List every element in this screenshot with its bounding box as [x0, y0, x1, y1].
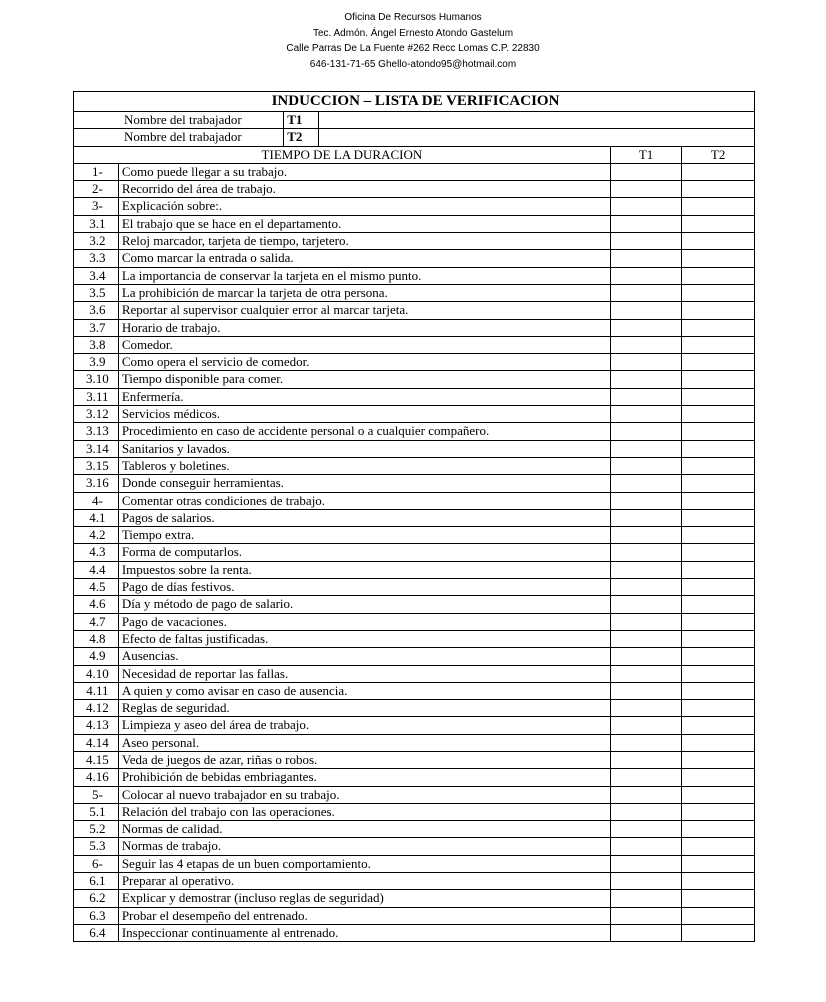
item-t2-cell[interactable]	[682, 561, 755, 578]
item-t1-cell[interactable]	[610, 613, 682, 630]
item-t1-cell[interactable]	[610, 544, 682, 561]
item-t2-cell[interactable]	[682, 509, 755, 526]
item-t2-cell[interactable]	[682, 250, 755, 267]
checklist-row	[74, 302, 755, 319]
item-t1-cell[interactable]	[610, 371, 682, 388]
item-number: 4.15	[74, 751, 119, 768]
item-number: 4.9	[74, 648, 119, 665]
checklist-row	[74, 786, 755, 803]
item-t2-cell[interactable]	[682, 371, 755, 388]
checklist-row	[74, 198, 755, 215]
checklist-row	[74, 700, 755, 717]
item-number: 4.5	[74, 579, 119, 596]
letterhead	[0, 10, 826, 72]
item-text: Normas de trabajo.	[118, 838, 610, 855]
item-number: 4.6	[74, 596, 119, 613]
item-number: 4.10	[74, 665, 119, 682]
item-t1-cell[interactable]	[610, 579, 682, 596]
checklist-row	[74, 648, 755, 665]
checklist-row	[74, 457, 755, 474]
item-t2-cell[interactable]	[682, 492, 755, 509]
checklist-row	[74, 907, 755, 924]
item-t2-cell[interactable]	[682, 630, 755, 647]
item-number: 4.11	[74, 682, 119, 699]
checklist-row	[74, 803, 755, 820]
checklist-row	[74, 336, 755, 353]
item-text: Reportar al supervisor cualquier error al marcar tarjeta.	[118, 302, 610, 319]
checklist-row	[74, 440, 755, 457]
item-t1-cell[interactable]	[610, 682, 682, 699]
item-t1-cell[interactable]	[610, 907, 682, 924]
item-t1-cell[interactable]	[610, 751, 682, 768]
checklist-row	[74, 769, 755, 786]
header-t2: T2	[682, 146, 755, 163]
letterhead-contact: 646-131-71-65 Ghello-atondo95@hotmail.com	[309, 58, 517, 70]
item-number: 3.6	[74, 302, 119, 319]
item-number: 4.16	[74, 769, 119, 786]
item-text: Explicación sobre:.	[118, 198, 610, 215]
item-t1-cell[interactable]	[610, 924, 682, 941]
item-number: 4.3	[74, 544, 119, 561]
checklist-row	[74, 873, 755, 890]
item-t1-cell[interactable]	[610, 406, 682, 423]
item-t1-cell[interactable]	[610, 181, 682, 198]
item-t2-cell[interactable]	[682, 700, 755, 717]
checklist-row	[74, 613, 755, 630]
item-number: 6.3	[74, 907, 119, 924]
item-t2-cell[interactable]	[682, 924, 755, 941]
checklist-row	[74, 371, 755, 388]
item-t1-cell[interactable]	[610, 284, 682, 301]
item-t2-cell[interactable]	[682, 907, 755, 924]
item-t2-cell[interactable]	[682, 596, 755, 613]
item-t1-cell[interactable]	[610, 440, 682, 457]
item-text: Servicios médicos.	[118, 406, 610, 423]
item-t2-cell[interactable]	[682, 734, 755, 751]
item-text: Aseo personal.	[118, 734, 610, 751]
item-text: Prohibición de bebidas embriagantes.	[118, 769, 610, 786]
item-t2-cell[interactable]	[682, 319, 755, 336]
header-t1: T1	[610, 146, 682, 163]
item-t2-cell[interactable]	[682, 873, 755, 890]
worker-label-t2: Nombre del trabajador	[74, 129, 284, 146]
checklist-row	[74, 579, 755, 596]
item-t1-cell[interactable]	[610, 163, 682, 180]
item-number: 6-	[74, 855, 119, 872]
item-number: 3-	[74, 198, 119, 215]
checklist-row	[74, 233, 755, 250]
letterhead-office: Oficina De Recursos Humanos	[344, 12, 482, 23]
item-text: Relación del trabajo con las operaciones.	[118, 803, 610, 820]
item-text: Horario de trabajo.	[118, 319, 610, 336]
item-t2-cell[interactable]	[682, 163, 755, 180]
checklist-row	[74, 423, 755, 440]
item-number: 4.2	[74, 527, 119, 544]
checklist-row	[74, 319, 755, 336]
item-number: 3.3	[74, 250, 119, 267]
item-t1-cell[interactable]	[610, 769, 682, 786]
item-t2-cell[interactable]	[682, 215, 755, 232]
item-number: 4.7	[74, 613, 119, 630]
checklist-row	[74, 751, 755, 768]
item-t1-cell[interactable]	[610, 302, 682, 319]
item-t1-cell[interactable]	[610, 233, 682, 250]
item-number: 3.11	[74, 388, 119, 405]
item-text: Día y método de pago de salario.	[118, 596, 610, 613]
item-text: Procedimiento en caso de accidente personal o a cualquier compañero.	[118, 423, 610, 440]
checklist-row	[74, 561, 755, 578]
item-text: La importancia de conservar la tarjeta en el mismo punto.	[118, 267, 610, 284]
item-text: Veda de juegos de azar, riñas o robos.	[118, 751, 610, 768]
item-number: 3.1	[74, 215, 119, 232]
checklist-row	[74, 924, 755, 941]
worker-row-t2	[74, 129, 755, 146]
item-text: El trabajo que se hace en el departamento.	[118, 215, 610, 232]
checklist-row	[74, 855, 755, 872]
item-t1-cell[interactable]	[610, 527, 682, 544]
item-number: 3.12	[74, 406, 119, 423]
item-t1-cell[interactable]	[610, 388, 682, 405]
item-t1-cell[interactable]	[610, 803, 682, 820]
item-t2-cell[interactable]	[682, 388, 755, 405]
checklist-row	[74, 821, 755, 838]
worker-name-field-t1[interactable]	[319, 112, 755, 129]
header-row	[74, 146, 755, 163]
checklist-row	[74, 215, 755, 232]
item-text: Tableros y boletines.	[118, 457, 610, 474]
checklist-row	[74, 734, 755, 751]
item-number: 1-	[74, 163, 119, 180]
item-number: 3.10	[74, 371, 119, 388]
item-t2-cell[interactable]	[682, 648, 755, 665]
checklist-row	[74, 354, 755, 371]
item-text: Probar el desempeño del entrenado.	[118, 907, 610, 924]
form-title: INDUCCION – LISTA DE VERIFICACION	[74, 92, 755, 112]
item-text: Necesidad de reportar las fallas.	[118, 665, 610, 682]
item-number: 3.15	[74, 457, 119, 474]
item-number: 6.2	[74, 890, 119, 907]
item-text: Tiempo extra.	[118, 527, 610, 544]
item-text: La prohibición de marcar la tarjeta de otra persona.	[118, 284, 610, 301]
checklist-row	[74, 596, 755, 613]
item-t2-cell[interactable]	[682, 821, 755, 838]
item-text: Efecto de faltas justificadas.	[118, 630, 610, 647]
item-number: 4.8	[74, 630, 119, 647]
item-number: 4.13	[74, 717, 119, 734]
item-t1-cell[interactable]	[610, 250, 682, 267]
item-t2-cell[interactable]	[682, 457, 755, 474]
item-number: 3.5	[74, 284, 119, 301]
item-t1-cell[interactable]	[610, 336, 682, 353]
item-t2-cell[interactable]	[682, 579, 755, 596]
worker-code-t2: T2	[284, 129, 319, 146]
item-text: Inspeccionar continuamente al entrenado.	[118, 924, 610, 941]
item-number: 5.3	[74, 838, 119, 855]
item-text: Comentar otras condiciones de trabajo.	[118, 492, 610, 509]
item-t1-cell[interactable]	[610, 215, 682, 232]
item-t2-cell[interactable]	[682, 855, 755, 872]
item-t1-cell[interactable]	[610, 873, 682, 890]
item-t1-cell[interactable]	[610, 786, 682, 803]
item-t2-cell[interactable]	[682, 354, 755, 371]
item-t1-cell[interactable]	[610, 838, 682, 855]
item-text: Comedor.	[118, 336, 610, 353]
checklist-row	[74, 163, 755, 180]
item-t1-cell[interactable]	[610, 475, 682, 492]
item-number: 3.8	[74, 336, 119, 353]
item-t2-cell[interactable]	[682, 284, 755, 301]
item-t1-cell[interactable]	[610, 267, 682, 284]
item-text: Pagos de salarios.	[118, 509, 610, 526]
item-t1-cell[interactable]	[610, 700, 682, 717]
header-duration: TIEMPO DE LA DURACION	[74, 146, 611, 163]
checklist-row	[74, 682, 755, 699]
item-t2-cell[interactable]	[682, 267, 755, 284]
item-text: Forma de computarlos.	[118, 544, 610, 561]
title-row	[74, 92, 755, 112]
item-t1-cell[interactable]	[610, 821, 682, 838]
item-t2-cell[interactable]	[682, 475, 755, 492]
checklist-row	[74, 475, 755, 492]
item-t1-cell[interactable]	[610, 717, 682, 734]
checklist-row	[74, 492, 755, 509]
worker-label-t1: Nombre del trabajador	[74, 112, 284, 129]
item-number: 5-	[74, 786, 119, 803]
item-number: 3.4	[74, 267, 119, 284]
item-t1-cell[interactable]	[610, 423, 682, 440]
item-text: Donde conseguir herramientas.	[118, 475, 610, 492]
checklist-row	[74, 838, 755, 855]
worker-name-field-t2[interactable]	[319, 129, 755, 146]
item-number: 4.12	[74, 700, 119, 717]
letterhead-name: Tec. Admón. Ángel Ernesto Atondo Gastelum	[312, 27, 514, 39]
item-number: 3.7	[74, 319, 119, 336]
item-t1-cell[interactable]	[610, 734, 682, 751]
item-number: 3.9	[74, 354, 119, 371]
item-text: Explicar y demostrar (incluso reglas de seguridad)	[118, 890, 610, 907]
item-t1-cell[interactable]	[610, 354, 682, 371]
item-t2-cell[interactable]	[682, 406, 755, 423]
item-text: Sanitarios y lavados.	[118, 440, 610, 457]
letterhead-address: Calle Parras De La Fuente #262 Recc Lomas C.P. 22830	[286, 43, 540, 54]
item-text: Ausencias.	[118, 648, 610, 665]
checklist-row	[74, 527, 755, 544]
checklist-row	[74, 267, 755, 284]
checklist-row	[74, 388, 755, 405]
checklist-row	[74, 181, 755, 198]
item-text: Seguir las 4 etapas de un buen comportamiento.	[118, 855, 610, 872]
item-text: Impuestos sobre la renta.	[118, 561, 610, 578]
item-number: 5.1	[74, 803, 119, 820]
item-text: Limpieza y aseo del área de trabajo.	[118, 717, 610, 734]
item-number: 4-	[74, 492, 119, 509]
item-t1-cell[interactable]	[610, 319, 682, 336]
item-text: Como opera el servicio de comedor.	[118, 354, 610, 371]
item-t2-cell[interactable]	[682, 665, 755, 682]
item-number: 4.14	[74, 734, 119, 751]
item-text: Pago de vacaciones.	[118, 613, 610, 630]
item-number: 3.2	[74, 233, 119, 250]
checklist-row	[74, 406, 755, 423]
item-t2-cell[interactable]	[682, 336, 755, 353]
item-t1-cell[interactable]	[610, 492, 682, 509]
checklist-row	[74, 544, 755, 561]
checklist-row	[74, 250, 755, 267]
item-t2-cell[interactable]	[682, 198, 755, 215]
item-t2-cell[interactable]	[682, 803, 755, 820]
item-t1-cell[interactable]	[610, 509, 682, 526]
item-t2-cell[interactable]	[682, 890, 755, 907]
item-t2-cell[interactable]	[682, 682, 755, 699]
item-t2-cell[interactable]	[682, 302, 755, 319]
item-number: 5.2	[74, 821, 119, 838]
item-text: Normas de calidad.	[118, 821, 610, 838]
item-t1-cell[interactable]	[610, 665, 682, 682]
checklist-row	[74, 717, 755, 734]
item-number: 3.14	[74, 440, 119, 457]
item-number: 6.1	[74, 873, 119, 890]
worker-row-t1	[74, 112, 755, 129]
checklist-row	[74, 509, 755, 526]
checklist-row	[74, 665, 755, 682]
item-text: Colocar al nuevo trabajador en su trabajo.	[118, 786, 610, 803]
item-text: Recorrido del área de trabajo.	[118, 181, 610, 198]
item-number: 3.16	[74, 475, 119, 492]
item-number: 4.4	[74, 561, 119, 578]
item-text: Pago de días festivos.	[118, 579, 610, 596]
item-t2-cell[interactable]	[682, 440, 755, 457]
item-t2-cell[interactable]	[682, 181, 755, 198]
item-text: Como puede llegar a su trabajo.	[118, 163, 610, 180]
item-t2-cell[interactable]	[682, 233, 755, 250]
item-t1-cell[interactable]	[610, 890, 682, 907]
item-number: 2-	[74, 181, 119, 198]
item-t2-cell[interactable]	[682, 769, 755, 786]
item-t2-cell[interactable]	[682, 613, 755, 630]
item-t2-cell[interactable]	[682, 544, 755, 561]
item-t1-cell[interactable]	[610, 855, 682, 872]
item-number: 3.13	[74, 423, 119, 440]
item-t1-cell[interactable]	[610, 457, 682, 474]
item-t1-cell[interactable]	[610, 648, 682, 665]
item-number: 4.1	[74, 509, 119, 526]
item-text: Enfermería.	[118, 388, 610, 405]
item-t1-cell[interactable]	[610, 561, 682, 578]
item-t1-cell[interactable]	[610, 596, 682, 613]
item-t1-cell[interactable]	[610, 630, 682, 647]
item-t2-cell[interactable]	[682, 751, 755, 768]
item-t2-cell[interactable]	[682, 423, 755, 440]
item-text: Como marcar la entrada o salida.	[118, 250, 610, 267]
item-text: Preparar al operativo.	[118, 873, 610, 890]
item-text: Reloj marcador, tarjeta de tiempo, tarjetero.	[118, 233, 610, 250]
item-t1-cell[interactable]	[610, 198, 682, 215]
item-t2-cell[interactable]	[682, 717, 755, 734]
item-text: A quien y como avisar en caso de ausencia.	[118, 682, 610, 699]
checklist-row	[74, 890, 755, 907]
item-text: Tiempo disponible para comer.	[118, 371, 610, 388]
item-t2-cell[interactable]	[682, 527, 755, 544]
item-text: Reglas de seguridad.	[118, 700, 610, 717]
checklist-table	[73, 91, 755, 942]
item-number: 6.4	[74, 924, 119, 941]
checklist-row	[74, 284, 755, 301]
item-t2-cell[interactable]	[682, 786, 755, 803]
item-t2-cell[interactable]	[682, 838, 755, 855]
checklist-row	[74, 630, 755, 647]
worker-code-t1: T1	[284, 112, 319, 129]
